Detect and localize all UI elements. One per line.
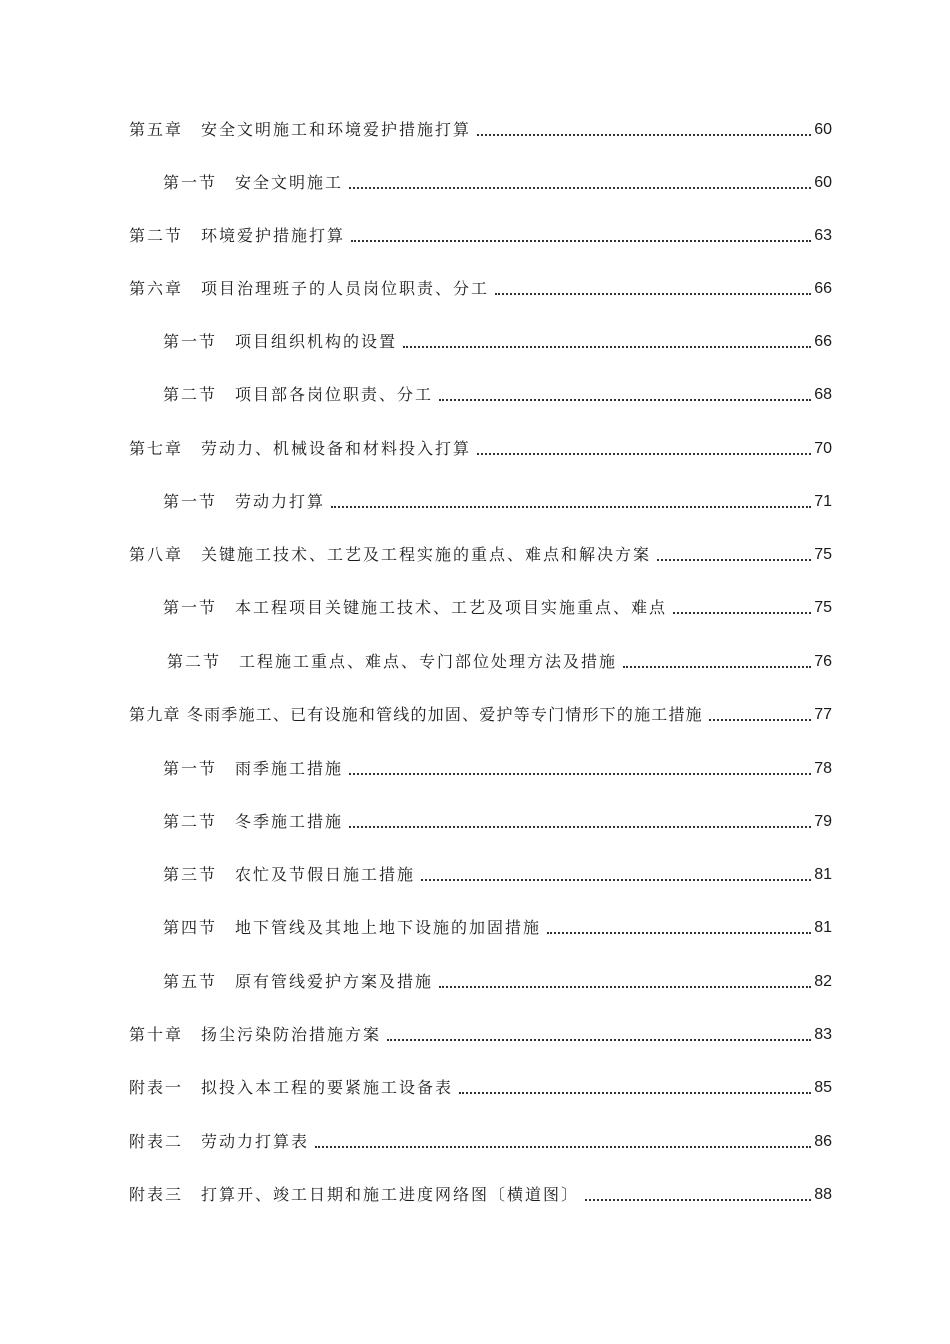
toc-entry[interactable] [129,1017,832,1045]
toc-entry[interactable] [129,431,832,459]
toc-entry-label: 第六章 项目治理班子的人员岗位职责、分工 [129,279,490,298]
toc-leader-dots [421,867,811,881]
toc-entry[interactable] [167,644,832,672]
toc-leader-dots [673,600,811,614]
toc-entry[interactable] [163,484,832,512]
toc-entry-label: 第一节 安全文明施工 [163,173,344,192]
toc-entry-label: 附表一 拟投入本工程的要紧施工设备表 [129,1078,454,1097]
toc-leader-dots [439,974,811,988]
toc-entry[interactable] [129,1124,832,1152]
toc-page-number: 70 [814,440,832,457]
toc-entry[interactable] [129,1070,832,1098]
toc-entry-label: 附表三 打算开、竣工日期和施工进度网络图〔横道图〕 [129,1185,580,1204]
toc-page-number: 75 [814,599,832,616]
toc-entry-label: 第十章 扬尘污染防治措施方案 [129,1025,382,1044]
toc-leader-dots [477,122,811,136]
toc-leader-dots [439,387,811,401]
toc-leader-dots [315,1134,811,1148]
toc-entry-label: 第七章 劳动力、机械设备和材料投入打算 [129,439,472,458]
toc-leader-dots [547,920,811,934]
toc-leader-dots [351,228,811,242]
toc-leader-dots [387,1027,811,1041]
toc-leader-dots [459,1080,811,1094]
toc-page-number: 71 [814,493,832,510]
toc-entry[interactable] [163,857,832,885]
toc-leader-dots [349,814,811,828]
toc-leader-dots [709,707,811,721]
toc-page-number: 60 [814,121,832,138]
toc-page-number: 78 [814,760,832,777]
toc-page-number: 82 [814,973,832,990]
toc-page-number: 81 [814,866,832,883]
toc-entry[interactable] [163,910,832,938]
toc-page-number: 76 [814,653,832,670]
toc-leader-dots [585,1187,811,1201]
toc-page-number: 79 [814,813,832,830]
toc-leader-dots [623,654,811,668]
toc-entry-label: 第四节 地下管线及其地上地下设施的加固措施 [163,918,542,937]
toc-entry-label: 第一节 本工程项目关键施工技术、工艺及项目实施重点、难点 [163,598,668,617]
toc-entry-label: 第二节 项目部各岗位职责、分工 [163,385,434,404]
toc-page-number: 88 [814,1186,832,1203]
toc-entry-label: 第九章 冬雨季施工、已有设施和管线的加固、爱护等专门情形下的施工措施 [129,705,703,724]
toc-entry[interactable] [163,377,832,405]
toc-entry-label: 第一节 雨季施工措施 [163,759,344,778]
toc-entry[interactable] [129,1177,832,1205]
toc-entry[interactable] [163,804,832,832]
toc-page-number: 68 [814,386,832,403]
toc-leader-dots [657,547,811,561]
toc-entry-label: 第一节 项目组织机构的设置 [163,332,398,351]
toc-entry[interactable] [129,112,832,140]
toc-entry-label: 第二节 冬季施工措施 [163,812,344,831]
toc-entry-label: 附表二 劳动力打算表 [129,1132,310,1151]
toc-entry-label: 第八章 关键施工技术、工艺及工程实施的重点、难点和解决方案 [129,545,652,564]
toc-page-number: 77 [814,706,832,723]
toc-entry-label: 第一节 劳动力打算 [163,492,326,511]
toc-page-number: 85 [814,1079,832,1096]
toc-entry-label: 第三节 农忙及节假日施工措施 [163,865,416,884]
toc-leader-dots [403,334,811,348]
toc-page-number: 60 [814,174,832,191]
toc-page-number: 66 [814,333,832,350]
toc-entry[interactable] [129,218,832,246]
toc-page-number: 75 [814,546,832,563]
toc-entry[interactable] [129,697,832,725]
toc-page-number: 86 [814,1133,832,1150]
toc-entry[interactable] [163,165,832,193]
toc-page-number: 81 [814,919,832,936]
toc-leader-dots [477,441,811,455]
toc-leader-dots [331,494,811,508]
toc-entry[interactable] [163,751,832,779]
toc-page-number: 66 [814,280,832,297]
toc-entry-label: 第二节 工程施工重点、难点、专门部位处理方法及措施 [167,652,618,671]
toc-entry[interactable] [163,964,832,992]
toc-entry-label: 第二节 环境爱护措施打算 [129,226,346,245]
toc-page-number: 83 [814,1026,832,1043]
toc-entry[interactable] [163,590,832,618]
toc-page-number: 63 [814,227,832,244]
toc-entry[interactable] [129,537,832,565]
toc-leader-dots [349,175,811,189]
toc-entry-label: 第五章 安全文明施工和环境爱护措施打算 [129,120,472,139]
toc-entry[interactable] [163,324,832,352]
toc-leader-dots [495,281,811,295]
toc-entry[interactable] [129,271,832,299]
toc-leader-dots [349,761,811,775]
toc-entry-label: 第五节 原有管线爱护方案及措施 [163,972,434,991]
